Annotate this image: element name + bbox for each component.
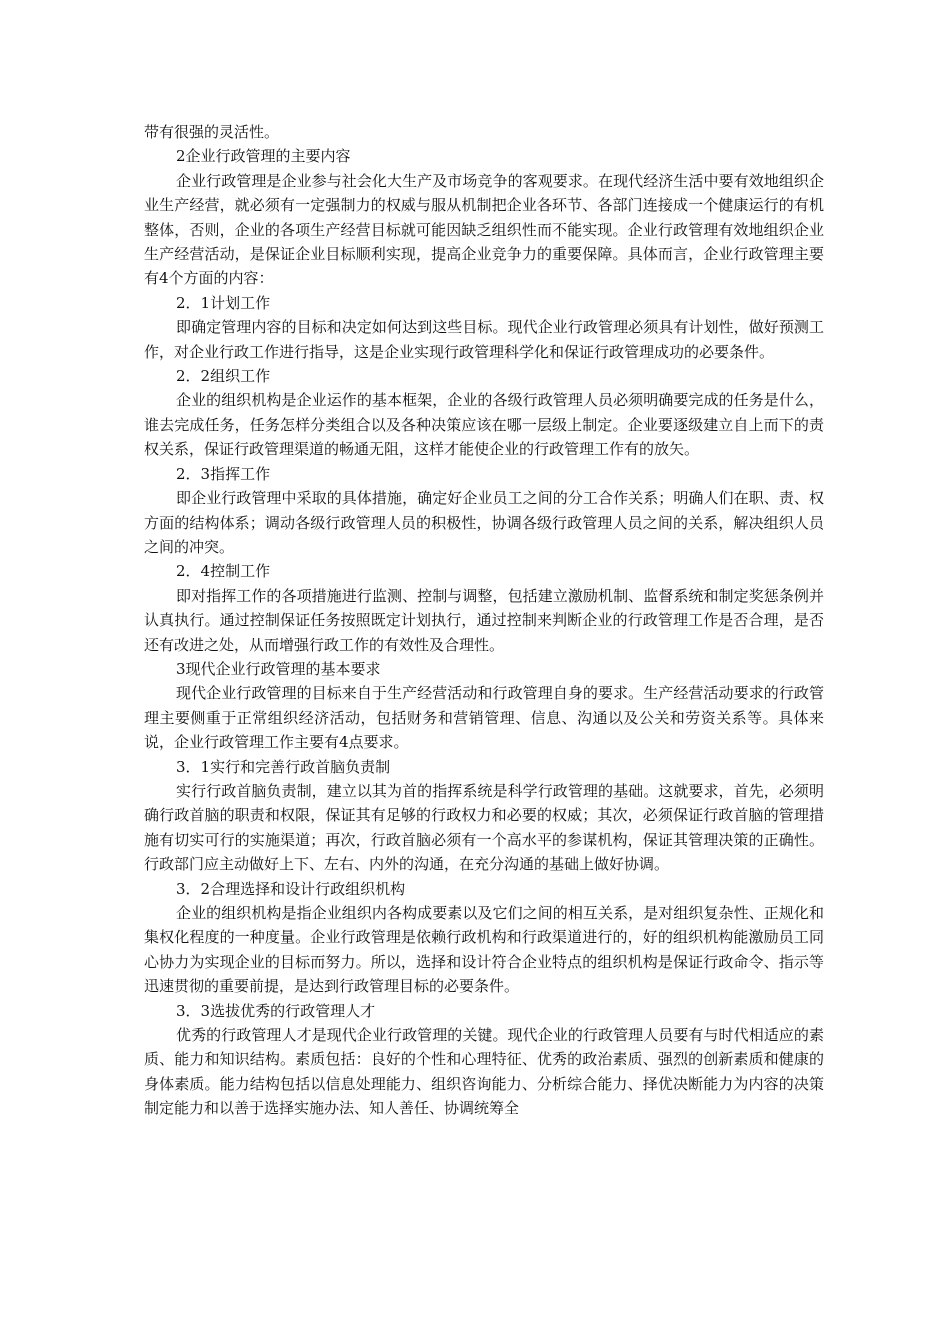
body-paragraph: 企业的组织机构是企业运作的基本框架，企业的各级行政管理人员必须明确要完成的任务是什么，谁去完成任务，任务怎样分类组合以及各种决策应该在哪一层级上制定。企业要逐级建立自上而下的责权关系，保证行政管理渠道的畅通无阻，这样才能使企业的行政管理工作有的放矢。 bbox=[144, 391, 824, 459]
body-paragraph: 即企业行政管理中采取的具体措施，确定好企业员工之间的分工合作关系；明确人们在职、责、权方面的结构体系；调动各级行政管理人员的积极性，协调各级行政管理人员之间的关系，解决组织人员之间的冲突。 bbox=[144, 489, 824, 556]
body-paragraph: 现代企业行政管理的目标来自于生产经营活动和行政管理自身的要求。生产经营活动要求的行政管理主要侧重于正常组织经济活动，包括财务和营销管理、信息、沟通以及公关和劳资关系等。具体来说，企业行政管理工作主要有4点要求。 bbox=[144, 684, 824, 752]
body-paragraph: 即对指挥工作的各项措施进行监测、控制与调整，包括建立激励机制、监督系统和制定奖惩条例并认真执行。通过控制保证任务按照既定计划执行，通过控制来判断企业的行政管理工作是否合理，是否还有改进之处，从而增强行政工作的有效性及合理性。 bbox=[144, 586, 824, 654]
section-heading: 3现代企业行政管理的基本要求 bbox=[176, 659, 381, 678]
body-paragraph: 实行行政首脑负责制，建立以其为首的指挥系统是科学行政管理的基础。这就要求，首先，必须明确行政首脑的职责和权限，保证其有足够的行政权力和必要的权威；其次，必须保证行政首脑的管理措施有切实可行的实施渠道；再次，行政首脑必须有一个高水平的参谋机构，保证其管理决策的正确性。行政部门应主动做好上下、左右、内外的沟通，在充分沟通的基础上做好协调。 bbox=[144, 781, 824, 874]
subsection-heading: 3．2合理选择和设计行政组织机构 bbox=[176, 879, 406, 898]
body-paragraph: 企业行政管理是企业参与社会化大生产及市场竞争的客观要求。在现代经济生活中要有效地组织企业生产经营，就必须有一定强制力的权威与服从机制把企业各环节、各部门连接成一个健康运行的有机整体，否则，企业的各项生产经营目标就可能因缺乏组织性而不能实现。企业行政管理有效地组织企业生产经营活动，是保证企业目标顺利实现，提高企业竞争力的重要保障。具体而言，企业行政管理主要有4个方面的内容： bbox=[144, 171, 824, 288]
subsection-heading: 3．1实行和完善行政首脑负责制 bbox=[176, 757, 391, 776]
document-body bbox=[144, 120, 824, 1121]
body-paragraph: 即确定管理内容的目标和决定如何达到这些目标。现代企业行政管理必须具有计划性，做好预测工作，对企业行政工作进行指导，这是企业实现行政管理科学化和保证行政管理成功的必要条件。 bbox=[144, 318, 824, 361]
body-paragraph: 企业的组织机构是指企业组织内各构成要素以及它们之间的相互关系，是对组织复杂性、正规化和集权化程度的一种度量。企业行政管理是依赖行政机构和行政渠道进行的，好的组织机构能激励员工同心协力为实现企业的目标而努力。所以，选择和设计符合企业特点的组织机构是保证行政命令、指示等迅速贯彻的重要前提，是达到行政管理目标的必要条件。 bbox=[144, 904, 824, 996]
subsection-heading: 2．2组织工作 bbox=[176, 367, 271, 386]
subsection-heading: 2．4控制工作 bbox=[176, 562, 271, 581]
subsection-heading: 2．3指挥工作 bbox=[176, 464, 271, 483]
section-heading: 2企业行政管理的主要内容 bbox=[176, 147, 351, 166]
paragraph-continuation: 带有很强的灵活性。 bbox=[144, 123, 280, 141]
subsection-heading: 3．3选拔优秀的行政管理人才 bbox=[176, 1001, 376, 1020]
body-paragraph: 优秀的行政管理人才是现代企业行政管理的关键。现代企业的行政管理人员要有与时代相适应的素质、能力和知识结构。素质包括：良好的个性和心理特征、优秀的政治素质、强烈的创新素质和健康的身体素质。能力结构包括以信息处理能力、组织咨询能力、分析综合能力、择优决断能力为内容的决策制定能力和以善于选择实施办法、知人善任、协调统筹全 bbox=[144, 1026, 824, 1118]
subsection-heading: 2．1计划工作 bbox=[176, 293, 271, 312]
